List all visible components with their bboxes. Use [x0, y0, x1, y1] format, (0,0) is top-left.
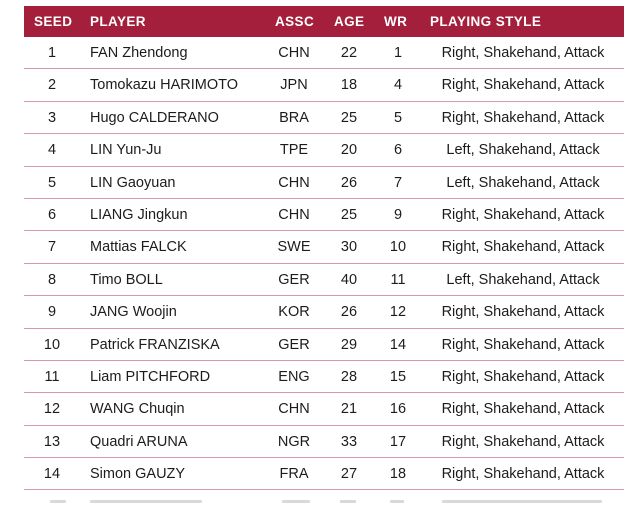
- cell-seed: 6: [47, 206, 57, 223]
- cell-player: Quadri ARUNA: [90, 433, 188, 450]
- cell-age: 30: [340, 239, 358, 256]
- cut-off-text: [282, 500, 310, 503]
- cell-seed: 11: [44, 368, 60, 385]
- cell-playing-style: Right, Shakehand, Attack: [441, 45, 605, 61]
- cell-player: Mattias FALCK: [90, 239, 187, 256]
- header-player: PLAYER: [90, 14, 146, 29]
- cell-assc: ENG: [278, 368, 310, 385]
- cell-seed: 3: [47, 109, 57, 126]
- cell-player: Tomokazu HARIMOTO: [90, 77, 238, 94]
- cell-wr: 16: [389, 401, 407, 418]
- cell-wr: 4: [393, 77, 403, 94]
- cell-player: Patrick FRANZISKA: [90, 336, 220, 353]
- table-row: [24, 296, 624, 328]
- cell-player: Simon GAUZY: [90, 466, 186, 483]
- cell-age: 25: [340, 206, 358, 223]
- table-body: [24, 37, 624, 490]
- cell-wr: 11: [390, 271, 406, 288]
- cut-off-text: [442, 500, 602, 503]
- cell-seed: 7: [47, 239, 57, 256]
- seeding-table: [24, 6, 624, 490]
- table-row: [24, 37, 624, 69]
- cell-assc: SWE: [277, 239, 311, 256]
- cell-assc: JPN: [280, 77, 308, 94]
- cell-seed: 2: [47, 77, 57, 94]
- cell-player: FAN Zhendong: [90, 45, 188, 61]
- table-row: [24, 231, 624, 263]
- table-row: [24, 458, 624, 490]
- cell-age: 18: [340, 77, 358, 94]
- cell-wr: 10: [389, 239, 407, 256]
- cell-playing-style: Left, Shakehand, Attack: [446, 174, 600, 191]
- cell-seed: 5: [47, 174, 57, 191]
- cell-playing-style: Right, Shakehand, Attack: [441, 433, 605, 450]
- header-playing-style: PLAYING STYLE: [430, 14, 542, 29]
- cell-age: 33: [340, 433, 358, 450]
- cell-seed: 4: [47, 142, 57, 159]
- cell-player: LIANG Jingkun: [90, 206, 188, 223]
- cell-seed: 14: [43, 466, 61, 483]
- cell-assc: FRA: [279, 466, 309, 483]
- table-header: [24, 6, 624, 37]
- cell-playing-style: Right, Shakehand, Attack: [441, 401, 605, 418]
- cell-playing-style: Right, Shakehand, Attack: [441, 239, 605, 256]
- cell-age: 40: [340, 271, 358, 288]
- table-row: [24, 69, 624, 101]
- cut-off-text: [340, 500, 356, 503]
- cell-seed: 10: [43, 336, 61, 353]
- header-assc: ASSC: [275, 14, 315, 29]
- cell-playing-style: Right, Shakehand, Attack: [441, 368, 605, 385]
- cell-age: 27: [340, 466, 358, 483]
- cell-age: 25: [340, 109, 358, 126]
- cell-age: 26: [340, 174, 358, 191]
- cell-playing-style: Left, Shakehand, Attack: [446, 271, 600, 288]
- header-age: AGE: [334, 14, 365, 29]
- cell-assc: TPE: [279, 142, 309, 159]
- cell-playing-style: Right, Shakehand, Attack: [441, 304, 605, 321]
- table-row: [24, 167, 624, 199]
- cell-wr: 14: [389, 336, 407, 353]
- cut-off-text: [50, 500, 66, 503]
- cell-age: 22: [340, 45, 358, 61]
- cell-age: 20: [340, 142, 358, 159]
- cell-seed: 9: [47, 304, 57, 321]
- cell-age: 29: [340, 336, 358, 353]
- cell-assc: NGR: [277, 433, 311, 450]
- cell-player: JANG Woojin: [90, 304, 177, 321]
- cell-assc: CHN: [278, 45, 310, 61]
- cell-playing-style: Right, Shakehand, Attack: [441, 336, 605, 353]
- cell-age: 21: [340, 401, 358, 418]
- cell-age: 28: [340, 368, 358, 385]
- partially-visible-row: [24, 492, 624, 505]
- cell-playing-style: Right, Shakehand, Attack: [441, 109, 605, 126]
- table-row: [24, 264, 624, 296]
- cell-wr: 5: [393, 109, 403, 126]
- cell-player: WANG Chuqin: [90, 401, 185, 418]
- table-row: [24, 329, 624, 361]
- table-row: [24, 393, 624, 425]
- cell-wr: 1: [393, 45, 403, 61]
- cell-wr: 18: [389, 466, 407, 483]
- table-row: [24, 134, 624, 166]
- cell-player: LIN Gaoyuan: [90, 174, 176, 191]
- table-row: [24, 102, 624, 134]
- cell-assc: BRA: [279, 109, 309, 126]
- cell-assc: CHN: [278, 206, 310, 223]
- cell-assc: GER: [278, 271, 310, 288]
- cell-wr: 9: [393, 206, 403, 223]
- header-seed: SEED: [34, 14, 73, 29]
- cell-assc: KOR: [278, 304, 310, 321]
- header-wr: WR: [384, 14, 408, 29]
- cell-playing-style: Right, Shakehand, Attack: [441, 206, 605, 223]
- cell-seed: 1: [47, 45, 57, 61]
- cell-wr: 17: [389, 433, 407, 450]
- cell-assc: GER: [278, 336, 310, 353]
- cell-age: 26: [340, 304, 358, 321]
- table-row: [24, 426, 624, 458]
- cell-playing-style: Right, Shakehand, Attack: [441, 466, 605, 483]
- cell-seed: 8: [47, 271, 57, 288]
- cell-player: Timo BOLL: [90, 271, 163, 288]
- cell-seed: 13: [43, 433, 61, 450]
- cell-player: Liam PITCHFORD: [90, 368, 211, 385]
- cell-player: LIN Yun-Ju: [90, 142, 162, 159]
- cell-wr: 7: [393, 174, 403, 191]
- table-row: [24, 199, 624, 231]
- cut-off-text: [390, 500, 404, 503]
- cell-assc: CHN: [278, 174, 310, 191]
- cell-wr: 6: [393, 142, 403, 159]
- table-row: [24, 361, 624, 393]
- cell-wr: 12: [389, 304, 407, 321]
- cell-seed: 12: [43, 401, 61, 418]
- cell-playing-style: Left, Shakehand, Attack: [446, 142, 600, 159]
- cell-wr: 15: [389, 368, 407, 385]
- cell-player: Hugo CALDERANO: [90, 109, 219, 126]
- cell-playing-style: Right, Shakehand, Attack: [441, 77, 605, 94]
- cell-assc: CHN: [278, 401, 310, 418]
- cut-off-text: [90, 500, 202, 503]
